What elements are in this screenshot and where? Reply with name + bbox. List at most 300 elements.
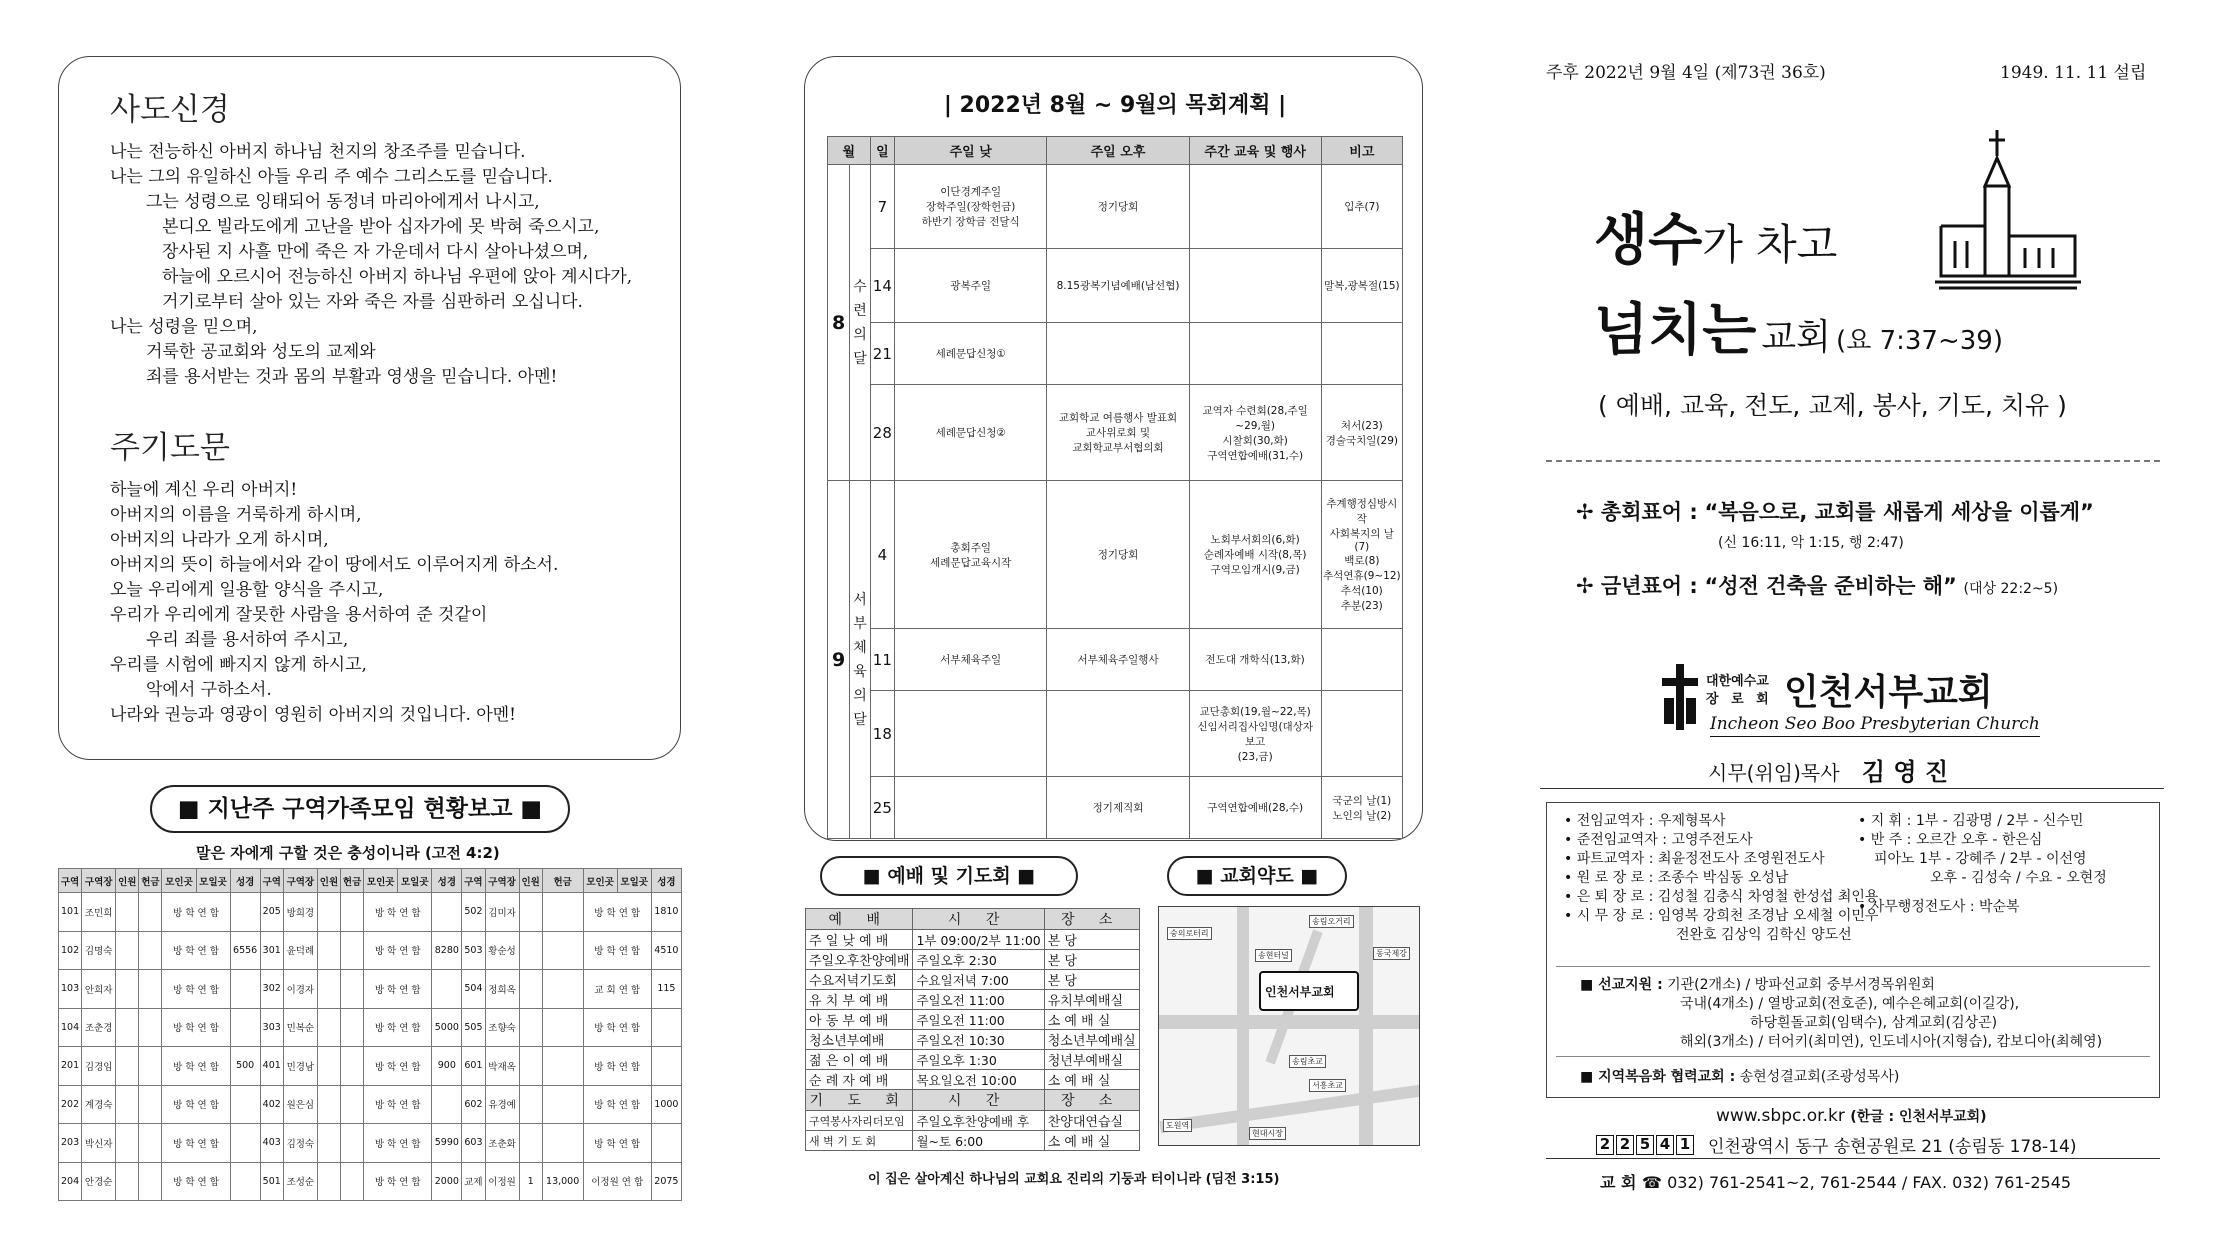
report-cell	[317, 1085, 340, 1124]
plan-cell: 추계행정심방시작 사회복지의 날(7) 백로(8) 추석연휴(9~12) 추석(10) 추분(23)	[1321, 481, 1402, 629]
table-row	[59, 931, 682, 970]
plan-header: 주간 교육 및 행사	[1189, 137, 1321, 165]
report-header: 구역장	[82, 869, 116, 893]
map-label: 송림오거리	[1309, 915, 1354, 928]
plan-header-row	[828, 137, 1403, 165]
report-header: 모인곳	[162, 869, 196, 893]
table-row	[59, 1008, 682, 1047]
report-header: 구역	[59, 869, 82, 893]
zip-digit: 5	[1636, 1135, 1654, 1155]
table-row	[828, 691, 1403, 777]
report-cell	[317, 1047, 340, 1086]
staff-line: • 지 휘 : 1부 - 김광명 / 2부 - 신수민	[1858, 813, 2084, 829]
report-cell	[519, 1047, 542, 1086]
report-cell: 115	[651, 970, 681, 1009]
report-cell: 202	[59, 1085, 82, 1124]
report-cell: 유경예	[485, 1085, 519, 1124]
report-cell	[651, 1047, 681, 1086]
report-cell	[341, 1008, 364, 1047]
worship-cell: 주일오전 11:00	[913, 1010, 1044, 1030]
address-line	[1596, 1132, 2076, 1157]
day-cell: 14	[870, 249, 894, 323]
worship-cell: 본 당	[1044, 970, 1139, 990]
table-row	[828, 481, 1403, 629]
worship-cell: 유치부예배실	[1044, 990, 1139, 1010]
missions-section	[1580, 976, 2102, 1052]
report-cell: 방 학 연 합	[364, 1047, 432, 1086]
report-cell	[542, 931, 583, 970]
footer-verse: 이 집은 살아계신 하나님의 교회요 진리의 기둥과 터이니라 (딤전 3:15)	[868, 1172, 1280, 1187]
plan-cell: 세례문답신청②	[895, 385, 1047, 481]
report-header: 모인곳	[364, 869, 398, 893]
report-cell	[519, 893, 542, 932]
report-header: 헌금	[139, 869, 162, 893]
table-row	[806, 1030, 1140, 1050]
plan-cell	[1047, 323, 1189, 385]
phone-number: 032) 761-2541~2, 761-2544	[1667, 1173, 1897, 1192]
table-row	[828, 323, 1403, 385]
report-cell: 김미자	[485, 893, 519, 932]
report-cell: 2075	[651, 1162, 681, 1201]
table-row	[59, 1124, 682, 1163]
phone-label: 교 회 ☎	[1600, 1173, 1662, 1192]
report-cell	[519, 1008, 542, 1047]
worship-table	[805, 908, 1140, 1151]
table-row	[59, 970, 682, 1009]
church-english-name: Incheon Seo Boo Presbyterian Church	[1710, 714, 2040, 737]
report-cell	[542, 1124, 583, 1163]
table-row	[828, 629, 1403, 691]
slogan-ref: (요 7:37~39)	[1836, 326, 2003, 356]
report-cell: 503	[462, 931, 485, 970]
worship-cell: 구역봉사자리더모임	[806, 1111, 913, 1131]
report-cell: 방 학 연 합	[583, 1085, 651, 1124]
plan-cell: 국군의 날(1) 노인의 날(2)	[1321, 777, 1402, 839]
report-cell	[432, 970, 462, 1009]
report-cell: 502	[462, 893, 485, 932]
report-cell	[116, 1124, 139, 1163]
worship-cell: 월~토 6:00	[913, 1131, 1044, 1151]
report-cell	[651, 1124, 681, 1163]
report-cell: 1810	[651, 893, 681, 932]
report-cell: 방 학 연 합	[583, 1008, 651, 1047]
report-cell	[139, 1124, 162, 1163]
plan-header: 월	[828, 137, 871, 165]
day-cell: 21	[870, 323, 894, 385]
slogan-line-2	[1594, 286, 2003, 366]
report-cell: 1000	[651, 1085, 681, 1124]
report-cell	[230, 1162, 260, 1201]
plan-cell	[1321, 629, 1402, 691]
report-cell: 6556	[230, 931, 260, 970]
report-cell: 이정원	[485, 1162, 519, 1201]
core-values: ( 예배, 교육, 전도, 교제, 봉사, 기도, 치유 )	[1598, 391, 2067, 420]
motto1-text: “복음으로, 교회를 새롭게 세상을 이롭게”	[1704, 500, 2094, 524]
report-cell: 104	[59, 1008, 82, 1047]
report-cell: 조민희	[82, 893, 116, 932]
report-table	[58, 868, 682, 1201]
month-cell: 9	[828, 481, 850, 839]
report-header-row	[59, 869, 682, 893]
day-cell: 7	[870, 165, 894, 249]
worship-header: 예 배	[806, 909, 913, 930]
staff-list-left	[1564, 812, 1878, 945]
staff-line: • 반 주 : 오르간 오후 - 한은심	[1858, 832, 2043, 848]
report-header: 구역	[462, 869, 485, 893]
creed-line: 나는 그의 유일하신 아들 우리 주 예수 그리스도를 믿습니다.	[110, 167, 553, 187]
day-cell: 18	[870, 691, 894, 777]
plan-cell: 교단총회(19,월~22,목) 신임서리집사임명(대상자 보고 (23,금)	[1189, 691, 1321, 777]
prayer-line: 우리를 시험에 빠지지 않게 하시고,	[110, 655, 367, 675]
prayer-line: 아버지의 뜻이 하늘에서와 같이 땅에서도 이루어지게 하소서.	[110, 555, 559, 575]
creed-line: 하늘에 오르시어 전능하신 아버지 하나님 우편에 앉아 계시다가,	[162, 267, 633, 287]
report-cell	[317, 1008, 340, 1047]
report-cell	[542, 1047, 583, 1086]
worship-cell: 젊 은 이 예 배	[806, 1050, 913, 1070]
worship-header-row	[806, 1090, 1140, 1111]
missions-label: ■ 선교지원 :	[1580, 977, 1663, 993]
plan-cell: 정기제직회	[1047, 777, 1189, 839]
worship-cell: 유 치 부 예 배	[806, 990, 913, 1010]
issue-date: 주후 2022년 9월 4일 (제73권 36호)	[1546, 63, 1826, 83]
report-cell: 방 학 연 합	[583, 931, 651, 970]
report-cell: 민복순	[283, 1008, 317, 1047]
report-cell	[317, 931, 340, 970]
address: 인천광역시 동구 송현공원로 21 (송림동 178-14)	[1708, 1137, 2077, 1157]
report-cell	[317, 970, 340, 1009]
report-cell: 504	[462, 970, 485, 1009]
report-header: 인원	[116, 869, 139, 893]
report-cell: 1	[519, 1162, 542, 1201]
report-cell: 민경남	[283, 1047, 317, 1086]
table-row	[59, 1047, 682, 1086]
report-cell: 900	[432, 1047, 462, 1086]
report-cell	[139, 1047, 162, 1086]
report-header: 구역장	[283, 869, 317, 893]
slogan-light-1: 가 차고	[1702, 220, 1838, 269]
report-cell: 방 학 연 합	[162, 931, 230, 970]
plan-cell: 교회학교 여름행사 발표회 교사위로회 및 교회학교부서협의회	[1047, 385, 1189, 481]
report-cell	[230, 1085, 260, 1124]
report-cell	[139, 1162, 162, 1201]
report-header: 성경	[651, 869, 681, 893]
report-header: 모일곳	[617, 869, 651, 893]
worship-cell: 소 예 배 실	[1044, 1131, 1139, 1151]
address-divider	[1546, 1158, 2160, 1159]
report-cell: 203	[59, 1124, 82, 1163]
staff-line: • 파트교역자 : 최윤정전도사 조영원전도사	[1564, 851, 1825, 867]
report-cell	[139, 1008, 162, 1047]
staff-line: 전완호 김상익 김학신 양도선	[1676, 927, 1852, 943]
worship-cell: 소 예 배 실	[1044, 1010, 1139, 1030]
creed-line: 나는 전능하신 아버지 하나님 천지의 창조주를 믿습니다.	[110, 142, 526, 162]
report-cell: 조춘화	[485, 1124, 519, 1163]
local-label: ■ 지역복음화 협력교회 :	[1580, 1069, 1736, 1085]
day-cell: 4	[870, 481, 894, 629]
slogan-line-1	[1594, 196, 1837, 276]
creed-title: 사도신경	[110, 92, 230, 128]
worship-cell: 주일오후 2:30	[913, 950, 1044, 970]
prayer-line: 우리 죄를 용서하여 주시고,	[146, 630, 349, 650]
table-row	[806, 1111, 1140, 1131]
report-cell: 조성순	[283, 1162, 317, 1201]
table-row	[806, 970, 1140, 990]
month-theme-cell: 서 부 체 육 의 달	[850, 481, 870, 839]
report-cell	[542, 970, 583, 1009]
creed-line: 본디오 빌라도에게 고난을 받아 십자가에 못 박혀 죽으시고,	[162, 217, 600, 237]
worship-cell: 아 동 부 예 배	[806, 1010, 913, 1030]
slogan-bold-1: 생수	[1594, 208, 1703, 273]
plan-cell: 노회부서회의(6,화) 순례자예배 시작(8,목) 구역모임개시(9,금)	[1189, 481, 1321, 629]
plan-cell	[895, 777, 1047, 839]
report-cell: 윤덕례	[283, 931, 317, 970]
worship-cell: 청소년부예배	[806, 1030, 913, 1050]
report-cell: 2000	[432, 1162, 462, 1201]
table-row	[806, 1010, 1140, 1030]
report-cell: 301	[260, 931, 283, 970]
report-cell	[519, 970, 542, 1009]
report-header: 인원	[317, 869, 340, 893]
worship-header: 시 간	[913, 1090, 1044, 1111]
month-cell: 8	[828, 165, 850, 481]
map-label: 숭의로터리	[1167, 927, 1212, 940]
plan-cell	[1321, 691, 1402, 777]
table-row	[59, 1162, 682, 1201]
worship-cell: 주일오전 11:00	[913, 990, 1044, 1010]
report-cell: 5000	[432, 1008, 462, 1047]
map-label: 현대시장	[1249, 1127, 1286, 1140]
staff-divider	[1556, 966, 2150, 967]
report-cell: 505	[462, 1008, 485, 1047]
worship-cell: 찬양대연습실	[1044, 1111, 1139, 1131]
missions-line: 하당흰돌교회(임택수), 삼계교회(김상곤)	[1750, 1015, 1998, 1031]
plan-header: 비고	[1321, 137, 1402, 165]
report-cell	[230, 1008, 260, 1047]
plan-cell: 구역연합예배(28,수)	[1189, 777, 1321, 839]
plan-header: 주일 낮	[895, 137, 1047, 165]
church-name: 인천서부교회	[1784, 672, 1993, 713]
prayer-title: 주기도문	[110, 430, 230, 466]
worship-header: 장 소	[1044, 1090, 1139, 1111]
report-cell: 황순성	[485, 931, 519, 970]
worship-cell: 주일오후 1:30	[913, 1050, 1044, 1070]
plan-cell: 이단경계주일 장학주일(장학헌금) 하반기 장학금 전달식	[895, 165, 1047, 249]
report-cell: 102	[59, 931, 82, 970]
report-cell: 500	[230, 1047, 260, 1086]
map-label: 송현터널	[1255, 949, 1292, 962]
website-link[interactable]: www.sbpc.or.kr	[1716, 1106, 1845, 1126]
report-cell: 정희옥	[485, 970, 519, 1009]
report-cell: 8280	[432, 931, 462, 970]
report-cell: 방 학 연 합	[583, 1124, 651, 1163]
local-church: 송현성결교회(조광성목사)	[1739, 1069, 1900, 1085]
report-cell	[230, 1124, 260, 1163]
report-cell: 방 학 연 합	[364, 931, 432, 970]
report-cell: 김명숙	[82, 931, 116, 970]
report-cell: 방 학 연 합	[583, 893, 651, 932]
staff-line: • 사무행정전도사 : 박순복	[1858, 899, 2020, 915]
established-date: 1949. 11. 11 설립	[2000, 63, 2147, 83]
motto-year	[1576, 570, 2058, 600]
report-header: 헌금	[542, 869, 583, 893]
staff-list-right	[1858, 812, 2107, 917]
denomination-2: 장 로 회	[1706, 692, 1773, 707]
report-cell: 103	[59, 970, 82, 1009]
slogan-light-2: 교회	[1761, 317, 1831, 358]
report-cell: 204	[59, 1162, 82, 1201]
missions-line: 해외(3개소) / 터어키(최미연), 인도네시아(지형습), 캄보디아(최혜영)	[1680, 1034, 2103, 1050]
report-cell: 방 학 연 합	[162, 1085, 230, 1124]
report-header: 모일곳	[398, 869, 432, 893]
month-theme-cell: 수 련 의 달	[850, 165, 870, 481]
report-cell	[341, 1047, 364, 1086]
report-cell: 방 학 연 합	[364, 1162, 432, 1201]
pastor-label: 시무(위임)목사	[1708, 761, 1840, 785]
report-cell	[341, 1124, 364, 1163]
worship-cell: 수요저녁기도회	[806, 970, 913, 990]
motto2-text: “성전 건축을 준비하는 해”	[1704, 574, 1957, 598]
report-cell	[651, 1008, 681, 1047]
day-cell: 11	[870, 629, 894, 691]
report-cell	[519, 1085, 542, 1124]
report-cell: 601	[462, 1047, 485, 1086]
report-cell	[116, 931, 139, 970]
plan-header: 주일 오후	[1047, 137, 1189, 165]
report-verse: 말은 자에게 구할 것은 충성이니라 (고전 4:2)	[196, 844, 500, 862]
table-row	[806, 1131, 1140, 1151]
staff-divider-2	[1556, 1056, 2150, 1057]
plan-cell	[1047, 691, 1189, 777]
report-cell: 이경자	[283, 970, 317, 1009]
prayer-line: 아버지의 이름을 거룩하게 하시며,	[110, 505, 362, 525]
worship-cell: 목요일오전 10:00	[913, 1070, 1044, 1090]
report-cell: 교 회 연 합	[583, 970, 651, 1009]
report-cell	[139, 970, 162, 1009]
plan-cell: 광복주일	[895, 249, 1047, 323]
pastor-divider	[1540, 788, 2164, 789]
report-cell: 방 학 연 합	[162, 970, 230, 1009]
motto-assembly	[1576, 496, 2094, 526]
plan-cell: 서부체육주일행사	[1047, 629, 1189, 691]
day-cell: 28	[870, 385, 894, 481]
phone-line	[1600, 1170, 2071, 1193]
report-cell	[542, 1085, 583, 1124]
worship-cell: 새 벽 기 도 회	[806, 1131, 913, 1151]
worship-header-row	[806, 909, 1140, 930]
report-header: 성경	[432, 869, 462, 893]
report-cell: 방 학 연 합	[162, 1047, 230, 1086]
plan-cell: 정기당회	[1047, 481, 1189, 629]
plan-cell	[1189, 249, 1321, 323]
report-cell	[519, 1124, 542, 1163]
plan-table	[827, 136, 1403, 839]
report-header: 성경	[230, 869, 260, 893]
table-row	[828, 249, 1403, 323]
report-cell: 201	[59, 1047, 82, 1086]
motto1-ref: (신 16:11, 악 1:15, 행 2:47)	[1718, 535, 1904, 551]
worship-header: 장 소	[1044, 909, 1139, 930]
report-cell: 원은심	[283, 1085, 317, 1124]
report-cell	[116, 1085, 139, 1124]
report-cell: 205	[260, 893, 283, 932]
report-cell	[341, 970, 364, 1009]
plan-cell	[1189, 165, 1321, 249]
worship-cell: 청소년부예배실	[1044, 1030, 1139, 1050]
map-label: 동국제강	[1373, 947, 1410, 960]
zip-digit: 2	[1616, 1135, 1634, 1155]
worship-cell: 소 예 배 실	[1044, 1070, 1139, 1090]
report-cell: 교제	[462, 1162, 485, 1201]
report-cell	[432, 1085, 462, 1124]
prayer-line: 나라와 권능과 영광이 영원히 아버지의 것입니다. 아멘!	[110, 705, 516, 725]
prayer-line: 오늘 우리에게 일용할 양식을 주시고,	[110, 580, 384, 600]
map-church-name: 인천서부교회	[1265, 985, 1335, 999]
report-cell	[139, 931, 162, 970]
worship-cell: 1부 09:00/2부 11:00	[913, 930, 1044, 950]
report-cell: 박재옥	[485, 1047, 519, 1086]
report-header: 헌금	[341, 869, 364, 893]
worship-header: 시 간	[913, 909, 1044, 930]
report-cell: 방 학 연 합	[364, 1124, 432, 1163]
worship-cell: 본 당	[1044, 950, 1139, 970]
report-cell	[230, 970, 260, 1009]
creed-line: 죄를 용서받는 것과 몸의 부활과 영생을 믿습니다. 아멘!	[146, 367, 558, 387]
report-header: 구역장	[485, 869, 519, 893]
plan-header: 일	[870, 137, 894, 165]
report-cell: 안희자	[82, 970, 116, 1009]
website-korean: (한글 : 인천서부교회)	[1850, 1109, 1987, 1125]
worship-cell: 주일오후찬양예배	[806, 950, 913, 970]
staff-line: 오후 - 김성숙 / 수요 - 오현정	[1930, 870, 2107, 886]
plan-cell	[1189, 323, 1321, 385]
report-cell: 방 학 연 합	[162, 893, 230, 932]
report-cell	[230, 893, 260, 932]
creed-line: 거기로부터 살아 있는 자와 죽은 자를 심판하러 오십니다.	[162, 292, 583, 312]
report-cell: 방희경	[283, 893, 317, 932]
table-row	[806, 990, 1140, 1010]
motto2-ref: (대상 22:2~5)	[1963, 581, 2059, 597]
slogan-bold-2: 넘치는	[1594, 298, 1757, 363]
pastor-name: 김 영 진	[1861, 758, 1949, 786]
worship-header: 기 도 회	[806, 1090, 913, 1111]
prayer-line: 하늘에 계신 우리 아버지!	[110, 480, 298, 500]
worship-cell: 본 당	[1044, 930, 1139, 950]
plan-cell	[895, 691, 1047, 777]
report-cell	[341, 893, 364, 932]
report-cell: 501	[260, 1162, 283, 1201]
report-cell: 김정숙	[283, 1124, 317, 1163]
report-cell	[116, 970, 139, 1009]
prayer-line: 악에서 구하소서.	[146, 680, 272, 700]
motto2-label: ✢ 금년표어 :	[1576, 574, 1698, 598]
report-header: 구역	[260, 869, 283, 893]
worship-cell: 수요일저녁 7:00	[913, 970, 1044, 990]
map-label: 도원역	[1163, 1119, 1192, 1132]
table-row	[806, 950, 1140, 970]
creed-line: 그는 성령으로 잉태되어 동정녀 마리아에게서 나시고,	[146, 192, 540, 212]
zip-code	[1596, 1135, 1694, 1155]
report-cell	[116, 1008, 139, 1047]
dashed-divider	[1546, 460, 2160, 462]
creed-line: 장사된 지 사흘 만에 죽은 자 가운데서 다시 살아나셨으며,	[162, 242, 589, 262]
motto1-label: ✢ 총회표어 :	[1576, 500, 1698, 524]
report-cell: 조향숙	[485, 1008, 519, 1047]
report-cell	[139, 1085, 162, 1124]
fax-number: / FAX. 032) 761-2545	[1901, 1173, 2072, 1192]
creed-line: 나는 성령을 믿으며,	[110, 317, 258, 337]
report-cell: 602	[462, 1085, 485, 1124]
map-label: 서흥초교	[1309, 1079, 1346, 1092]
